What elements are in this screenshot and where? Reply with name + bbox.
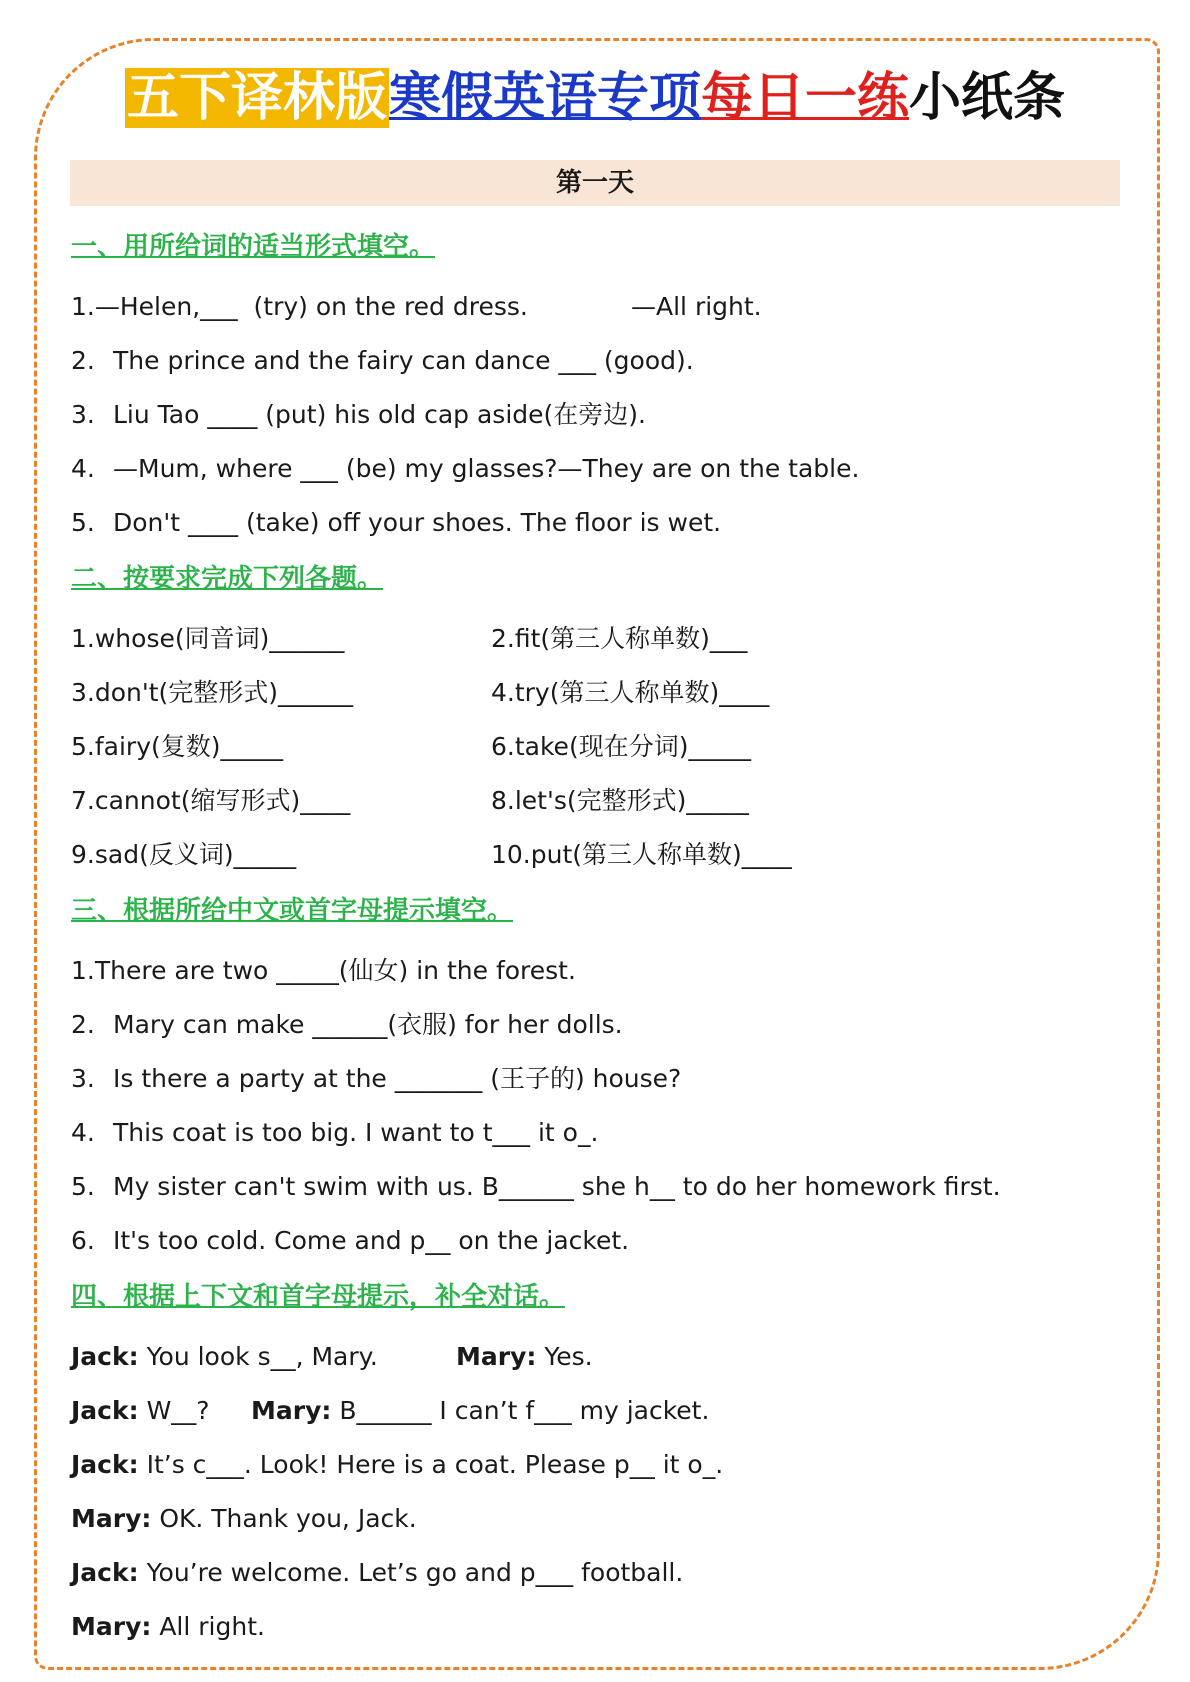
section-2-title: 二、按要求完成下列各题。 <box>71 564 384 594</box>
s3-item-6-num: 6. <box>71 1226 95 1255</box>
s2-item-3: 3.don't(完整形式)______ <box>71 678 354 707</box>
s3-item-2-text: Mary can make ______(衣服) for her dolls. <box>113 1010 623 1039</box>
dialog-line-1-speaker: Jack: <box>71 1342 139 1371</box>
day-label-bar: 第一天 <box>70 160 1120 206</box>
dialog-line-4-speaker: Mary: <box>71 1504 152 1533</box>
dialog-line-5-text: You’re welcome. Let’s go and p___ football. <box>138 1558 684 1587</box>
dialog-line-2-reply-speaker: Mary: <box>251 1396 332 1425</box>
dialog-line-4 <box>71 1502 417 1536</box>
s2-item-5: 5.fairy(复数)_____ <box>71 732 283 761</box>
dialog-line-2-reply-text: B______ I can’t f___ my jacket. <box>331 1396 710 1425</box>
dialog-line-6-text: All right. <box>151 1612 265 1641</box>
dialog-line-2-reply <box>251 1394 709 1428</box>
s3-item-3-num: 3. <box>71 1064 95 1093</box>
dialog-line-5-speaker: Jack: <box>71 1558 139 1587</box>
dialog-line-1 <box>71 1340 378 1374</box>
s2-item-2: 2.fit(第三人称单数)___ <box>491 624 748 653</box>
s3-item-2-num: 2. <box>71 1010 95 1039</box>
section-4-title: 四、根据上下文和首字母提示，补全对话。 <box>71 1282 566 1312</box>
s3-item-6-text: It's too cold. Come and p__ on the jacket. <box>113 1226 630 1255</box>
dialog-line-3 <box>71 1448 723 1482</box>
s1-item-4 <box>71 452 859 486</box>
s3-item-1-num: 1. <box>71 956 95 985</box>
s1-item-3-text: Liu Tao ____ (put) his old cap aside(在旁边). <box>113 400 646 429</box>
dialog-line-1-reply-text: Yes. <box>536 1342 593 1371</box>
s1-item-3-num: 3. <box>71 400 95 429</box>
section-3-title: 三、根据所给中文或首字母提示填空。 <box>71 896 514 926</box>
s3-item-4 <box>71 1116 598 1150</box>
s2-item-9: 9.sad(反义词)_____ <box>71 840 297 869</box>
s3-item-1-text: There are two _____(仙女) in the forest. <box>94 956 576 985</box>
dialog-line-5 <box>71 1556 683 1590</box>
s2-item-1: 1.whose(同音词)______ <box>71 624 345 653</box>
dialog-line-6 <box>71 1610 265 1644</box>
s3-item-3-text: Is there a party at the _______ (王子的) house? <box>113 1064 682 1093</box>
dialog-line-4-text: OK. Thank you, Jack. <box>151 1504 417 1533</box>
s3-item-5 <box>71 1170 1001 1204</box>
dialog-line-2-speaker: Jack: <box>71 1396 139 1425</box>
s3-item-4-num: 4. <box>71 1118 95 1147</box>
s3-item-5-text: My sister can't swim with us. B______ she h__ to do her homework first. <box>113 1172 1001 1201</box>
s3-item-6 <box>71 1224 629 1258</box>
s3-item-4-text: This coat is too big. I want to t___ it o_. <box>113 1118 599 1147</box>
s1-item-2-text: The prince and the fairy can dance ___ (good). <box>113 346 694 375</box>
s1-item-1-reply: —All right. <box>631 292 762 321</box>
dialog-line-1-reply <box>456 1340 593 1374</box>
s2-item-10: 10.put(第三人称单数)____ <box>491 840 792 869</box>
dialog-line-6-speaker: Mary: <box>71 1612 152 1641</box>
s3-item-1 <box>71 954 576 988</box>
dialog-line-2-text: W__? <box>138 1396 210 1425</box>
s3-item-3 <box>71 1062 681 1096</box>
s1-item-3 <box>71 398 646 432</box>
worksheet-title <box>0 58 1190 138</box>
s1-item-5-text: Don't ____ (take) off your shoes. The floor is wet. <box>113 508 722 537</box>
s1-item-5-num: 5. <box>71 508 95 537</box>
title-part-topic: 寒假英语专项 <box>388 68 701 128</box>
s2-item-6: 6.take(现在分词)_____ <box>491 732 751 761</box>
s3-item-2 <box>71 1008 623 1042</box>
title-part-note: 小纸条 <box>909 68 1066 128</box>
dialog-line-3-text: It’s c___. Look! Here is a coat. Please p__ it o_. <box>138 1450 724 1479</box>
title-part-daily: 每日一练 <box>701 68 910 128</box>
s1-item-4-num: 4. <box>71 454 95 483</box>
dialog-line-1-reply-speaker: Mary: <box>456 1342 537 1371</box>
dialog-line-2 <box>71 1394 210 1428</box>
s2-item-7: 7.cannot(缩写形式)____ <box>71 786 351 815</box>
s1-item-2 <box>71 344 694 378</box>
s1-item-1-num: 1. <box>71 292 95 321</box>
s2-item-4: 4.try(第三人称单数)____ <box>491 678 770 707</box>
dialog-line-3-speaker: Jack: <box>71 1450 139 1479</box>
s1-item-1-text: —Helen,___ (try) on the red dress. <box>94 292 528 321</box>
s1-item-4-text: —Mum, where ___ (be) my glasses?—They are on the table. <box>113 454 860 483</box>
dialog-line-1-text: You look s__, Mary. <box>138 1342 378 1371</box>
s2-item-8: 8.let's(完整形式)_____ <box>491 786 749 815</box>
s1-item-2-num: 2. <box>71 346 95 375</box>
s1-item-1 <box>71 290 528 324</box>
title-part-grade: 五下译林版 <box>126 68 387 128</box>
s3-item-5-num: 5. <box>71 1172 95 1201</box>
s1-item-5 <box>71 506 721 540</box>
section-1-title: 一、用所给词的适当形式填空。 <box>71 232 436 262</box>
